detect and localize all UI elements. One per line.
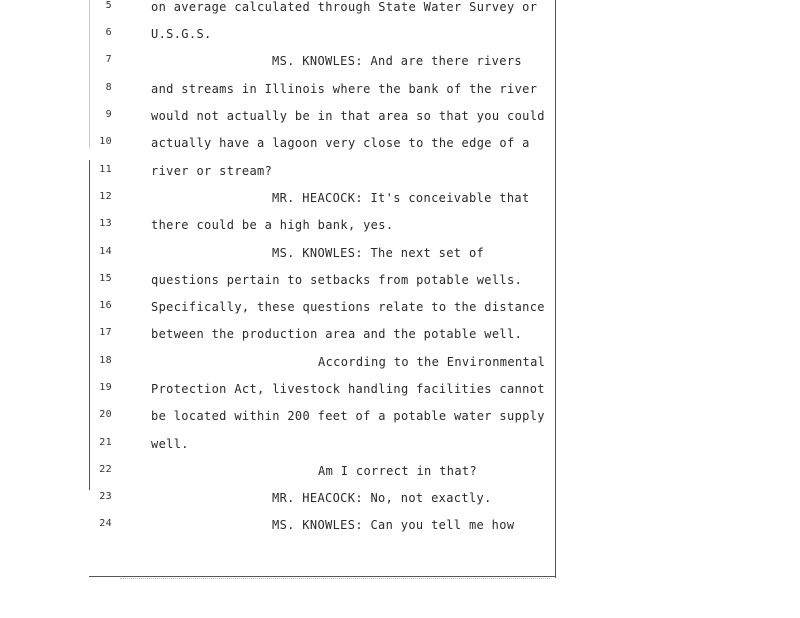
transcript-line — [0, 54, 556, 81]
line-text: Am I correct in that? — [318, 464, 478, 478]
line-text: there could be a high bank, yes. — [151, 218, 394, 232]
line-number: 17 — [99, 327, 112, 338]
line-text: According to the Environmental — [318, 355, 546, 369]
line-text: between the production area and the potable well. — [151, 327, 523, 341]
line-number: 5 — [105, 0, 112, 11]
line-text: well. — [151, 437, 189, 451]
line-number: 24 — [99, 518, 112, 529]
line-text: and streams in Illinois where the bank of the river — [151, 82, 538, 96]
line-text: be located within 200 feet of a potable water supply — [151, 409, 545, 423]
transcript-line — [0, 382, 556, 409]
bottom-rule — [89, 576, 556, 577]
transcript-line — [0, 109, 556, 136]
line-text: questions pertain to setbacks from potable wells. — [151, 273, 523, 287]
line-text: on average calculated through State Water Survey or — [151, 0, 538, 14]
line-number: 20 — [99, 409, 112, 420]
line-number: 18 — [99, 355, 112, 366]
line-text: MS. KNOWLES: Can you tell me how — [272, 518, 515, 532]
line-text: river or stream? — [151, 164, 273, 178]
line-number: 7 — [105, 54, 112, 65]
line-text: Specifically, these questions relate to the distance — [151, 300, 545, 314]
transcript-line — [0, 82, 556, 109]
transcript-line — [0, 409, 556, 436]
line-text: U.S.G.S. — [151, 27, 212, 41]
line-text: MS. KNOWLES: And are there rivers — [272, 54, 522, 68]
line-number: 13 — [99, 218, 112, 229]
transcript-line — [0, 246, 556, 273]
line-number: 22 — [99, 464, 112, 475]
transcript-line — [0, 491, 556, 518]
line-text: MR. HEACOCK: No, not exactly. — [272, 491, 492, 505]
scan-noise-line — [120, 578, 550, 581]
transcript-line — [0, 218, 556, 245]
line-text: MS. KNOWLES: The next set of — [272, 246, 485, 260]
transcript-line — [0, 518, 556, 545]
line-number: 19 — [99, 382, 112, 393]
transcript-line — [0, 464, 556, 491]
line-text: actually have a lagoon very close to the edge of a — [151, 136, 530, 150]
line-number: 8 — [105, 82, 112, 93]
line-number: 9 — [105, 109, 112, 120]
transcript-line — [0, 437, 556, 464]
transcript-line — [0, 191, 556, 218]
line-number: 14 — [99, 246, 112, 257]
transcript-line — [0, 164, 556, 191]
line-number: 21 — [99, 437, 112, 448]
line-number: 6 — [105, 27, 112, 38]
transcript-line — [0, 136, 556, 163]
line-text: MR. HEACOCK: It's conceivable that — [272, 191, 530, 205]
transcript-line — [0, 327, 556, 354]
line-number: 10 — [99, 136, 112, 147]
line-number: 12 — [99, 191, 112, 202]
line-number: 23 — [99, 491, 112, 502]
line-text: Protection Act, livestock handling facilities cannot — [151, 382, 545, 396]
line-number: 15 — [99, 273, 112, 284]
line-number: 11 — [99, 164, 112, 175]
transcript-line — [0, 0, 556, 27]
line-text: would not actually be in that area so that you could — [151, 109, 545, 123]
transcript-line — [0, 355, 556, 382]
line-number: 16 — [99, 300, 112, 311]
transcript-line — [0, 300, 556, 327]
transcript-line — [0, 27, 556, 54]
transcript-line — [0, 273, 556, 300]
